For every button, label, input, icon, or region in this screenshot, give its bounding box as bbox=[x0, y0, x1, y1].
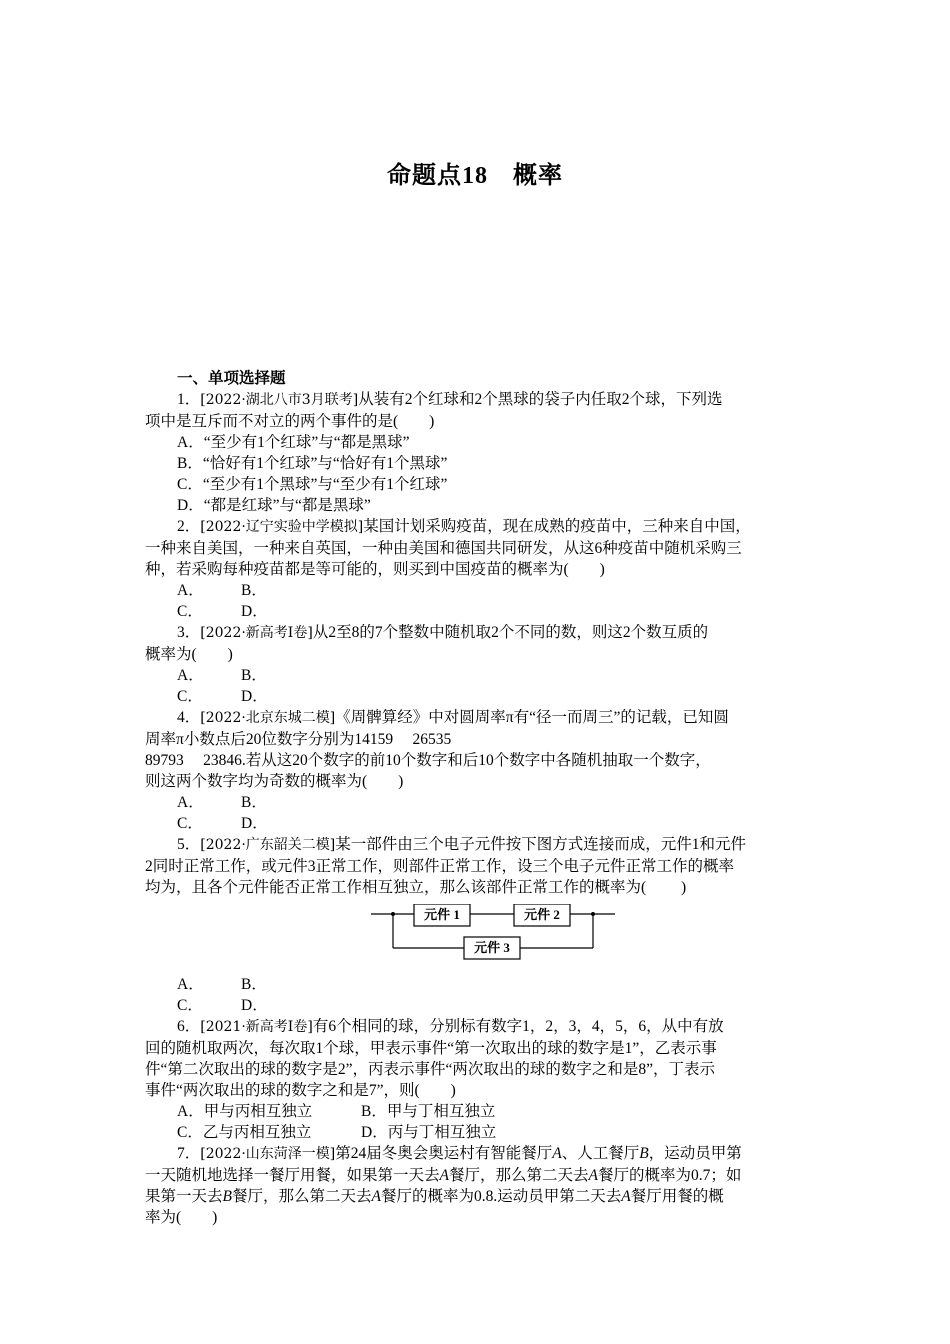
page-title: 命题点18 概率 bbox=[387, 163, 563, 189]
question-6 bbox=[145, 1016, 807, 1143]
q7-var-b-2: B bbox=[222, 1188, 232, 1205]
q6-stem-line3: 件“第二次取出的球的数字是2”，丙表示事件“两次取出的球的数字之和是8”，丁表示 bbox=[145, 1061, 716, 1078]
q7-stem-line1c: ，运动员甲第 bbox=[648, 1145, 742, 1162]
q4-stem-line4: 则这两个数字均为奇数的概率为( ) bbox=[145, 773, 404, 790]
question-3 bbox=[145, 622, 807, 707]
q4-option-a: A． bbox=[177, 794, 204, 811]
q5-stem-line2: 2同时正常工作，或元件3正常工作，则部件正常工作，设三个电子元件正常工作的概率 bbox=[145, 858, 735, 875]
q4-option-c: C． bbox=[177, 815, 203, 832]
q4-option-b: B． bbox=[241, 794, 267, 811]
q7-stem-line2c: 餐厅的概率为0.7；如 bbox=[597, 1167, 742, 1184]
question-5 bbox=[145, 834, 807, 1016]
q2-source: [2022·辽宁实验中学模拟] bbox=[200, 519, 364, 535]
q7-var-b: B bbox=[639, 1145, 649, 1162]
q1-option-c: C．“至少有1个黑球”与“至少有1个红球” bbox=[177, 476, 448, 493]
q1-option-a: A．“至少有1个红球”与“都是黑球” bbox=[177, 434, 410, 451]
q5-option-d: D． bbox=[241, 997, 268, 1014]
q7-var-a-5: A bbox=[621, 1188, 631, 1205]
q7-stem-line3d: 餐厅用餐的概 bbox=[630, 1188, 724, 1205]
q7-var-a: A bbox=[552, 1145, 562, 1162]
q5-stem-line1: 某一部件由三个电子元件按下图方式连接而成，元件1和元件 bbox=[335, 836, 747, 853]
q2-option-d: D． bbox=[241, 603, 268, 620]
junction-left bbox=[391, 912, 395, 916]
question-7 bbox=[145, 1143, 807, 1228]
q3-option-c: C． bbox=[177, 688, 203, 705]
element-2-label: 元件 2 bbox=[524, 907, 560, 922]
q6-source: [2021·新高考Ⅰ卷] bbox=[200, 1019, 313, 1035]
q4-stem-line1: 《周髀算经》中对圆周率π有“径一而周三”的记载，已知圆 bbox=[335, 709, 729, 726]
q3-option-d: D． bbox=[241, 688, 268, 705]
q4-stem-line2: 周率π小数点后20位数字分别为14159 26535 bbox=[145, 731, 452, 748]
q1-stem-line1: 从装有2个红球和2个黑球的袋子内任取2个球，下列选 bbox=[358, 391, 723, 408]
q3-stem-line1: 从2至8的7个整数中随机取2个不同的数，则这2个数互质的 bbox=[312, 624, 709, 641]
q6-option-a: A．甲与丙相互独立 bbox=[177, 1103, 313, 1120]
q4-number: 4． bbox=[177, 709, 201, 726]
q7-var-a-4: A bbox=[371, 1188, 381, 1205]
q6-stem-line2: 回的随机取两次，每次取1个球，甲表示事件“第一次取出的球的数字是1”，乙表示事 bbox=[145, 1040, 717, 1057]
q5-option-b: B． bbox=[241, 976, 267, 993]
q3-option-a: A． bbox=[177, 667, 204, 684]
q2-option-b: B． bbox=[241, 582, 267, 599]
question-list bbox=[145, 368, 807, 1228]
q2-option-c: C． bbox=[177, 603, 203, 620]
q1-stem-line2: 项中是互斥而不对立的两个事件的是( ) bbox=[145, 413, 435, 430]
section-heading: 一、单项选择题 bbox=[177, 370, 286, 387]
q3-number: 3． bbox=[177, 624, 201, 641]
question-4 bbox=[145, 707, 807, 834]
circuit-diagram bbox=[371, 904, 615, 970]
q5-source: [2022·广东韶关二模] bbox=[200, 837, 336, 853]
q3-stem-line2: 概率为( ) bbox=[145, 646, 233, 663]
question-2 bbox=[145, 516, 807, 622]
q7-var-a-2: A bbox=[439, 1167, 449, 1184]
q6-option-b: B．甲与丁相互独立 bbox=[361, 1103, 496, 1120]
q5-number: 5． bbox=[177, 836, 201, 853]
q1-source: [2022·湖北八市3月联考] bbox=[200, 392, 359, 408]
q2-stem-line3: 种，若采购每种疫苗都是等可能的，则买到中国疫苗的概率为( ) bbox=[145, 561, 605, 578]
element-3-label: 元件 3 bbox=[474, 940, 510, 955]
q3-option-b: B． bbox=[241, 667, 267, 684]
q6-option-c: C．乙与丙相互独立 bbox=[177, 1124, 312, 1141]
q4-stem-line3: 89793 23846.若从这20个数字的前10个数字和后10个数字中各随机抽取一个数字， bbox=[145, 752, 711, 769]
q7-stem-line2b: 餐厅，那么第二天去 bbox=[448, 1167, 589, 1184]
q7-stem-line4: 率为( ) bbox=[145, 1209, 218, 1226]
q4-source: [2022·北京东城二模] bbox=[200, 710, 336, 726]
q5-option-c: C． bbox=[177, 997, 203, 1014]
q1-option-d: D．“都是红球”与“都是黑球” bbox=[177, 497, 371, 514]
q2-option-a: A． bbox=[177, 582, 204, 599]
q2-stem-line1: 某国计划采购疫苗，现在成熟的疫苗中，三种来自中国， bbox=[363, 518, 751, 535]
q3-source: [2022·新高考Ⅰ卷] bbox=[200, 625, 313, 641]
question-1 bbox=[145, 389, 807, 516]
q7-stem-line3c: 餐厅的概率为0.8.运动员甲第二天去 bbox=[380, 1188, 622, 1205]
q6-number: 6． bbox=[177, 1018, 201, 1035]
q1-option-b: B．“恰好有1个红球”与“恰好有1个黑球” bbox=[177, 455, 448, 472]
q5-option-a: A． bbox=[177, 976, 204, 993]
q7-number: 7． bbox=[177, 1145, 201, 1162]
q7-source: [2022·山东菏泽一模] bbox=[200, 1146, 336, 1162]
q6-stem-line1: 有6个相同的球，分别标有数字1，2，3，4，5，6，从中有放 bbox=[312, 1018, 724, 1035]
q6-stem-line4: 事件“两次取出的球的数字之和是7”，则( ) bbox=[145, 1082, 456, 1099]
q7-stem-line1a: 第24届冬奥会奥运村有智能餐厅 bbox=[335, 1145, 553, 1162]
q5-stem-line3: 均为，且各个元件能否正常工作相互独立，那么该部件正常工作的概率为( ) bbox=[145, 879, 687, 896]
element-1-label: 元件 1 bbox=[424, 907, 460, 922]
q6-option-d: D．丙与丁相互独立 bbox=[361, 1124, 497, 1141]
q7-stem-line3a: 果第一天去 bbox=[145, 1188, 223, 1205]
q7-var-a-3: A bbox=[588, 1167, 598, 1184]
q7-stem-line2a: 一天随机地选择一餐厅用餐，如果第一天去 bbox=[145, 1167, 440, 1184]
q4-option-d: D． bbox=[241, 815, 268, 832]
q2-number: 2． bbox=[177, 518, 201, 535]
q7-stem-line1b: 、人工餐厅 bbox=[561, 1145, 640, 1162]
q7-stem-line3b: 餐厅，那么第二天去 bbox=[231, 1188, 372, 1205]
q2-stem-line2: 一种来自美国，一种来自英国，一种由美国和德国共同研发，从这6种疫苗中随机采购三 bbox=[145, 540, 742, 557]
junction-right bbox=[591, 912, 595, 916]
q1-number: 1． bbox=[177, 391, 201, 408]
